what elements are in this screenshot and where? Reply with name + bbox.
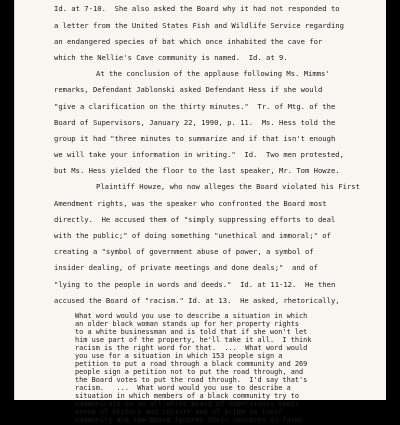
text-line: directly. He accused them of "simply suppressing efforts to deal	[54, 215, 336, 224]
block-quote-line: people sign a petition not to put the road through, and	[75, 368, 304, 376]
text-line: with the public;" of doing something "unethical and immoral;" of	[54, 231, 331, 240]
block-quote-line: you use for a situation in which 153 people sign a	[75, 352, 283, 360]
text-line: group it had "three minutes to summarize and if that isn't enough	[54, 134, 336, 143]
text-line: Board of Supervisors, January 22, 1990, p. 11. Ms. Hess told the	[54, 118, 336, 127]
page-left-edge	[14, 0, 15, 400]
text-line: accused the Board of "racism." Id. at 13. He asked, rhetorically,	[54, 296, 340, 305]
text-line: an endangered species of bat which once inhabited the cave for	[54, 37, 323, 46]
text-line: Id. at 7-10. She also asked the Board why it had not responded to	[54, 4, 340, 13]
text-line: which the Nellie's Cave community is named. Id. at 9.	[54, 53, 288, 62]
document-page	[14, 0, 386, 424]
block-quote-line: the Board votes to put the road through. I'd say that's	[75, 376, 308, 384]
text-line: a letter from the United States Fish and Wildlife Service regarding	[54, 21, 344, 30]
paragraph-start-line: Plaintiff Howze, who now alleges the Board violated his First	[96, 182, 360, 191]
text-line: but Ms. Hess yielded the floor to the last speaker, Mr. Tom Howze.	[54, 166, 340, 175]
text-line: creating a "symbol of government abuse of power, a symbol of	[54, 247, 314, 256]
text-line: we will take your information in writing." Id. Two men protested,	[54, 150, 344, 159]
text-line: "give a clarification on the thirty minutes." Tr. of Mtg. of the	[54, 102, 336, 111]
block-quote-line: sense of history and culture and of pride in their	[75, 408, 283, 416]
paragraph-start-line: At the conclusion of the applause following Ms. Mimms'	[96, 69, 330, 78]
block-quote-line: community and the Board ignores their concerns in favor	[75, 416, 304, 424]
text-line: "lying to the people in words and deeds." Id. at 11-12. He then	[54, 280, 336, 289]
block-quote-line: situation in which members of a black community try to	[75, 392, 300, 400]
block-quote-line: communicate to an all-white Board of Supervisors their	[75, 400, 300, 408]
text-line: remarks, Defendant Jablonski asked Defendant Hess if she would	[54, 85, 323, 94]
block-quote-line: petition to put a road through a black community and 269	[75, 360, 308, 368]
text-line: insider dealing, of private meetings and done deals;" and of	[54, 263, 318, 272]
text-line: Amendment rights, was the speaker who confronted the Board most	[54, 199, 327, 208]
block-quote-line: him use part of the property, he'll take it all. I think	[75, 336, 312, 344]
block-quote-line: What word would you use to describe a situation in which	[75, 312, 308, 320]
block-quote-line: racism. ... What word would you use to describe a	[75, 384, 291, 392]
block-quote-line: to a white businessman and is told that if she won't let	[75, 328, 308, 336]
block-quote-line: an older black woman stands up for her property rights	[75, 320, 300, 328]
block-quote-line: racism is the right word for that. ... What word would	[75, 344, 308, 352]
